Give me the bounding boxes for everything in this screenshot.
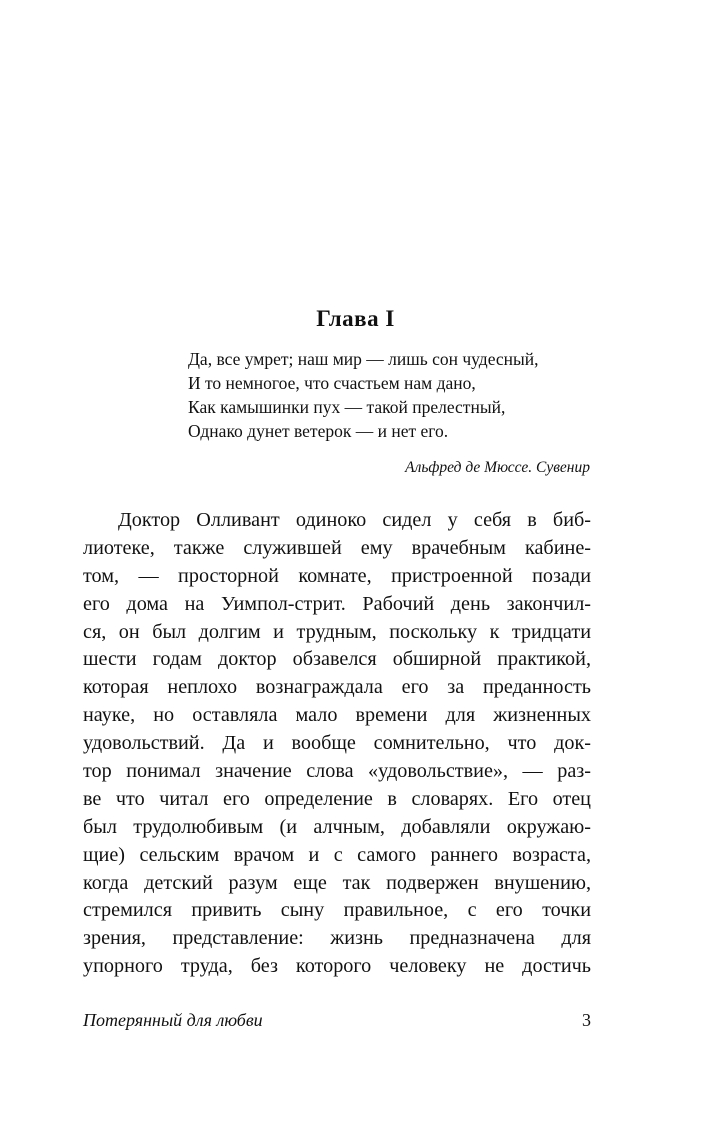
running-footer-book-title: Потерянный для любви — [83, 1010, 263, 1030]
chapter-title-text: Глава I — [316, 306, 395, 331]
chapter-title — [0, 303, 709, 335]
body-line: зрения, представление: жизнь предназначена для — [83, 927, 591, 950]
body-line: был трудолюбивым (и алчным, добавляли окружаю- — [83, 815, 591, 838]
body-line: том, — просторной комнате, пристроенной позади — [83, 564, 591, 587]
body-line: шести годам доктор обзавелся обширной практикой, — [83, 648, 591, 671]
epigraph — [188, 347, 590, 443]
page-number: 3 — [582, 1010, 591, 1030]
epigraph-line: Как камышинки пух — такой прелестный, — [188, 397, 506, 417]
epigraph-line: Да, все умрет; наш мир — лишь сон чудесный, — [188, 349, 539, 369]
body-line: лиотеке, также служившей ему врачебным кабине- — [83, 536, 591, 559]
epigraph-line: И то немногое, что счастьем нам дано, — [188, 373, 476, 393]
body-line: удовольствий. Да и вообще сомнительно, что док- — [83, 732, 591, 755]
body-line: щие) сельским врачом и с самого раннего возраста, — [83, 843, 591, 866]
body-line: ве что читал его определение в словарях. Его отец — [83, 787, 591, 810]
body-line: когда детский разум еще так подвержен внушению, — [83, 871, 591, 894]
epigraph-attribution: Альфред де Мюссе. Сувенир — [405, 459, 590, 476]
body-line: которая неплохо вознаграждала его за преданность — [83, 676, 591, 699]
body-line: стремился привить сыну правильное, с его точки — [83, 899, 591, 922]
body-line: упорного труда, без которого человеку не достичь — [83, 955, 591, 978]
body-line: тор понимал значение слова «удовольствие», — раз- — [83, 760, 591, 783]
body-line: его дома на Уимпол-стрит. Рабочий день закончил- — [83, 592, 591, 615]
body-line: ся, он был долгим и трудным, поскольку к тридцати — [83, 620, 591, 643]
page-footer — [83, 1007, 591, 1033]
epigraph-line: Однако дунет ветерок — и нет его. — [188, 421, 449, 441]
body-paragraph — [83, 507, 591, 981]
body-line: науке, но оставляла мало времени для жизненных — [83, 704, 591, 727]
body-line: Доктор Олливант одиноко сидел у себя в биб- — [118, 509, 591, 531]
